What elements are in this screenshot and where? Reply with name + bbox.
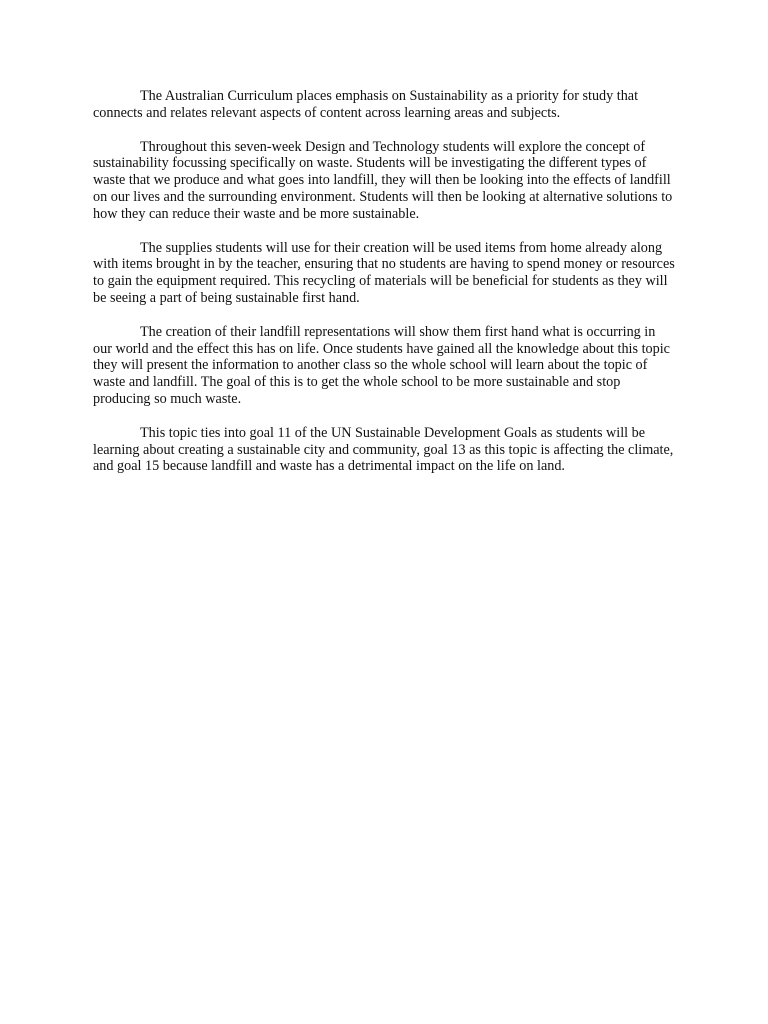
paragraph-landfill-representations: The creation of their landfill representations will show them first hand what is occurring in our world and the effect this has on life. Once students have gained all the knowledge about this topic they will present the information to another class so the whole school will learn about the topic of waste and landfill. The goal of this is to get the whole school to be more sustainable and stop producing so much waste. (93, 323, 670, 407)
paragraph-un-goals: This topic ties into goal 11 of the UN Sustainable Development Goals as students will be learning about creating a sustainable city and community, goal 13 as this topic is affecting the climate, and goal 15 because landfill and waste has a detrimental impact on the life on land. (93, 424, 674, 475)
document-body (93, 88, 677, 492)
paragraph-unit-overview: Throughout this seven-week Design and Technology students will explore the concept of sustainability focussing specifically on waste. Students will be investigating the different types of waste that we produce and what goes into landfill, they will then be looking into the effects of landfill on our lives and the surrounding environment. Students will then be looking at alternative solutions to how they can reduce their waste and be more sustainable. (93, 138, 673, 222)
paragraph-supplies: The supplies students will use for their creation will be used items from home already along with items brought in by the teacher, ensuring that no students are having to spend money or resources to gain the equipment required. This recycling of materials will be beneficial for students as they will be seeing a part of being sustainable first hand. (93, 239, 675, 306)
paragraph-curriculum-intro: The Australian Curriculum places emphasis on Sustainability as a priority for study that connects and relates relevant aspects of content across learning areas and subjects. (93, 88, 639, 121)
